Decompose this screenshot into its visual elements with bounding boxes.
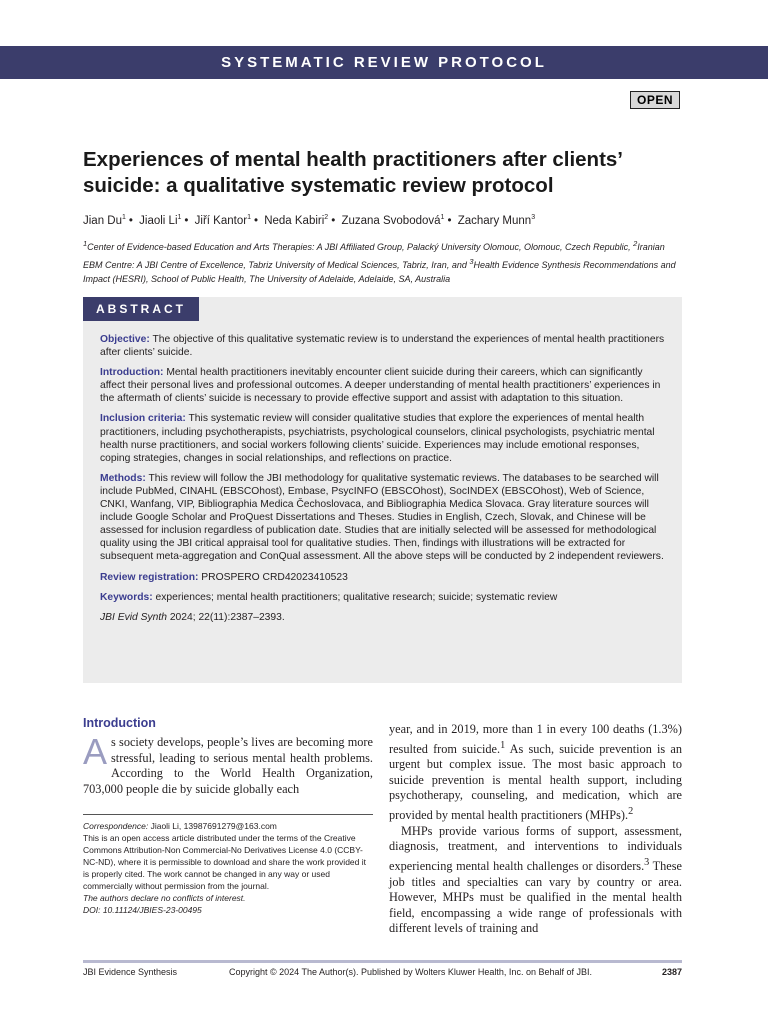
footer-rule [83, 960, 682, 963]
author[interactable]: Jian Du [83, 214, 122, 227]
footnote-rule [83, 814, 373, 815]
page-number: 2387 [661, 967, 682, 977]
footer-copyright: Copyright © 2024 The Author(s). Published by Wolters Kluwer Health, Inc. on Behalf of JBI. [229, 967, 592, 977]
footnotes [83, 820, 373, 916]
right-column [389, 722, 682, 937]
abstract-registration: Review registration: PROSPERO CRD42023410523 [100, 571, 348, 583]
drop-cap: A [83, 731, 108, 772]
abstract-tab: ABSTRACT [83, 297, 199, 321]
right-paragraph-1: year, and in 2019, more than 1 in every 100 deaths (1.3%) resulted from suicide.$^1$ As such, suicide prevention is an urgent but complex issue. The most basic approach to suicide prevention is mental health support, including psychotherapy, counseling, and medication, which are provided by mental health practitioners (MHPs).$^2$ [389, 722, 682, 823]
license-note: This is an open access article distributed under the terms of the Creative Commons Attribution-Non Commercial-No Derivatives License 4.0 (CCBY-NC-ND), where it is permissible to download and share the work provided it is properly cited. The work cannot be changed in any way or used commercially without permission from the journal. [83, 833, 366, 891]
footer-journal: JBI Evidence Synthesis [83, 967, 178, 977]
section-banner: SYSTEMATIC REVIEW PROTOCOL [0, 46, 768, 79]
author[interactable]: Jiří Kantor [194, 214, 248, 227]
right-paragraph-2: MHPs provide various forms of support, assessment, diagnosis, treatment, and interventions to individuals experiencing mental health challenges or disorders.$^3$ These job titles and specialties can vary by country or area. However, MHPs must be qualified in the mental health field, encompassing a wide range of professionals with different levels of training and [389, 823, 682, 936]
open-access-badge: OPEN [630, 91, 680, 109]
author[interactable]: Jiaoli Li [139, 214, 178, 227]
abstract-methods: Methods: This review will follow the JBI methodology for qualitative systematic reviews. The databases to be searched will include PubMed, CINAHL (EBSCOhost), Embase, PsycINFO (EBSCOhost), SocINDEX (EBSCOhost), Web of Science, CNKI, Wanfang, VIP, Bibliographia Medica Čechoslovaca, and Bibliographia Medica Slovaca. Gray literature sources will include Google Scholar and ProQuest Dissertations and Theses. Studies in English, Czech, Slovak, and Chinese will be assessed for inclusion regardless of publication date. Studies that are initially selected will be assessed for methodological quality using the JBI critical appraisal tool for qualitative studies. Then, findings with illustrations will be extracted for subsequent meta-aggregation and ConQual assessment. All the above steps will be conducted by 2 independent reviewers. [100, 472, 664, 563]
article-title: Experiences of mental health practitioners after clients’ suicide: a qualitative systematic review protocol [83, 148, 622, 197]
email-link[interactable]: Jiaoli Li, 13987691279@163.com [148, 821, 277, 831]
left-column [83, 716, 373, 797]
intro-paragraph: As society develops, people’s lives are becoming more stressful, leading to serious mental health problems. According to the World Health Organization, 703,000 people die by suicide globally each [83, 731, 373, 796]
abstract-introduction: Introduction: Mental health practitioners inevitably encounter client suicide during their careers, which can significantly affect their personal lives and professional outcomes. A deeper understanding of mental health practitioners’ experiences in the aftermath of clients’ suicide is necessary to provide effective support and assist with adaptation to this situation. [100, 367, 661, 405]
affiliations: $^1$Center of Evidence-based Education and Arts Therapies: A JBI Affiliated Group, Palacký University Olomouc, Olomouc, Czech Republic, $^2$Iranian EBM Centre: A JBI Centre of Excellence, Tabriz University of Medical Sciences, Tabriz, Iran, and $^3$Health Evidence Synthesis Recommendations and Impact (HESRI), School of Public Health, The University of Adelaide, Adelaide, SA, Australia [83, 239, 676, 284]
intro-heading: Introduction [83, 716, 156, 730]
abstract-keywords: Keywords: experiences; mental health practitioners; qualitative research; suicide; systematic review [100, 591, 558, 603]
author[interactable]: Neda Kabiri [264, 214, 325, 227]
doi[interactable]: DOI: 10.11124/JBIES-23-00495 [83, 905, 202, 915]
abstract-inclusion: Inclusion criteria: This systematic review will consider qualitative studies that explore the experiences of mental health practitioners, including psychotherapists, psychiatrists, psychological counselors, clinical psychologists, psychiatric mental health nurse practitioners, and social workers following clients’ suicide. Experiences may include emotional responses, coping strategies, changes in social relationships, and reflections on practice. [100, 413, 655, 464]
abstract-citation: JBI Evid Synth 2024; 22(11):2387–2393. [100, 611, 285, 623]
abstract-objective: Objective: The objective of this qualitative systematic review is to understand the experiences of mental health practitioners after clients’ suicide. [100, 334, 665, 359]
abstract-content [100, 333, 665, 631]
author[interactable]: Zuzana Svobodová [341, 214, 441, 227]
author[interactable]: Zachary Munn [457, 214, 532, 227]
conflicts-note: The authors declare no conflicts of interest. [83, 893, 246, 903]
author-list: Jian Du$^1$ • Jiaoli Li$^1$ • Jiří Kantor$^1$ • Neda Kabiri$^2$ • Zuzana Svobodová$^1$ • Zachary Munn$^3$ [83, 214, 536, 227]
correspondence: Correspondence: Jiaoli Li, 13987691279@163.com [83, 821, 277, 831]
